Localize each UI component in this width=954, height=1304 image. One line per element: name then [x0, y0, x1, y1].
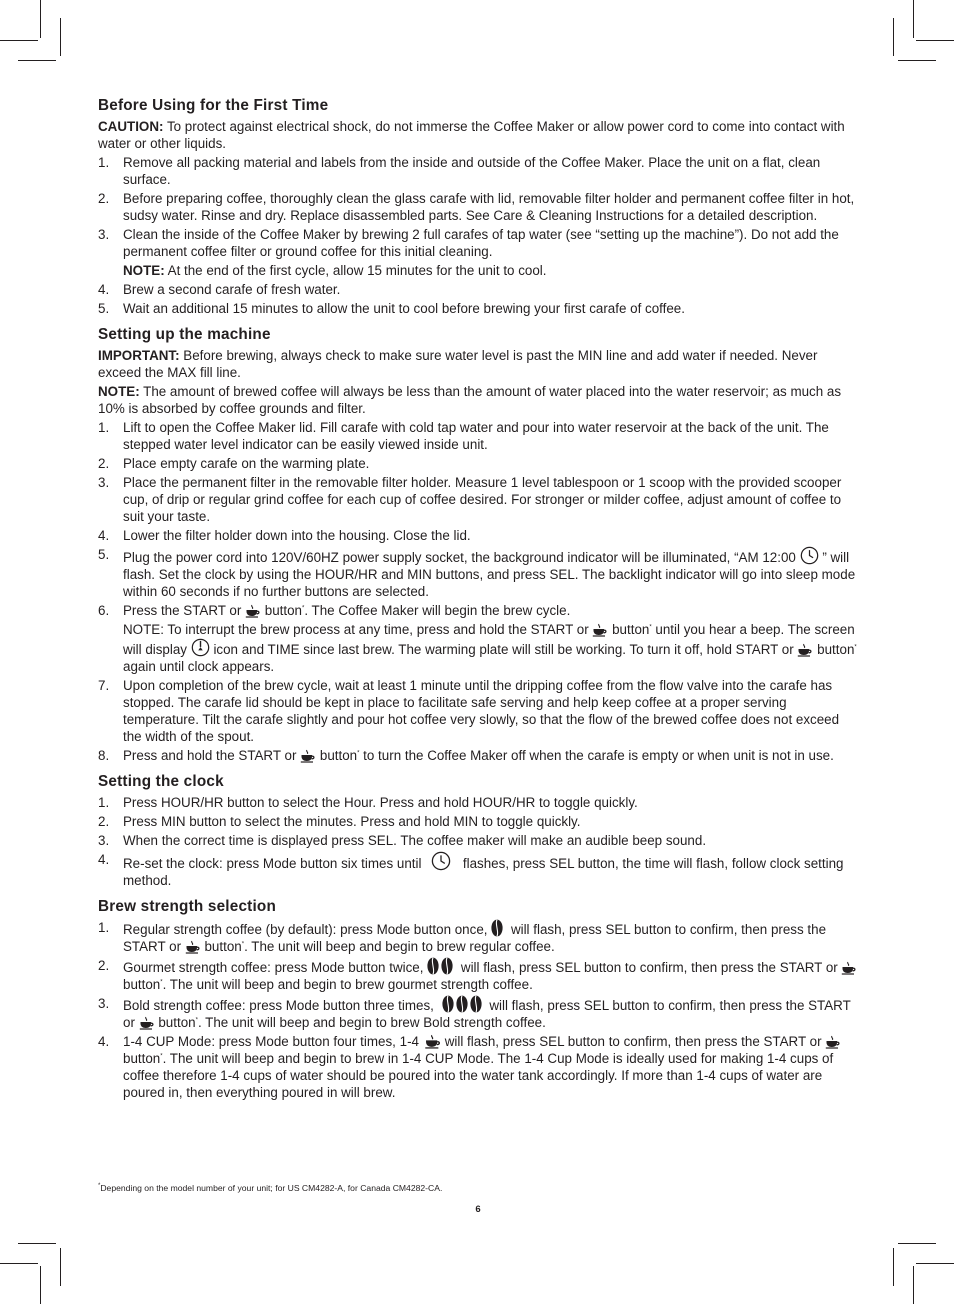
list-item: 8. Press and hold the START or button* to turn the Coffee Maker off when the carafe is empty or when unit is not in use. [98, 748, 834, 763]
list-item: 1. Remove all packing material and labels from the inside and outside of the Coffee Maker. Place the unit on a flat, clean surface. [98, 155, 821, 187]
crop-mark [60, 18, 61, 56]
caution-paragraph [98, 118, 858, 152]
list-item: 5. Plug the power cord into 120V/60HZ power supply socket, the background indicator will be illuminated, “AM 12:00 ” will flash. Set the clock by using the HOUR/HR and MIN buttons, and press SEL. The backlight indicator will go into sleep mode within 60 seconds if no further buttons are selected. [98, 547, 856, 599]
cup-icon [423, 1034, 443, 1049]
crop-mark [898, 60, 936, 61]
page-content [98, 96, 858, 1103]
crop-mark [916, 1263, 954, 1264]
crop-mark [893, 18, 894, 56]
crop-mark [913, 0, 914, 38]
list-item: 7. Upon completion of the brew cycle, wait at least 1 minute until the dripping coffee from the flow valve into the carafe has stopped. The carafe lid should be kept in place to facilitate safe serving and help keep coffee at a proper serving temperature. Tilt the carafe slightly and pour hot coffee very slowly, so that the flow of the brewed coffee does not exceed the width of the spout. [98, 678, 840, 744]
list-item: 3. Clean the inside of the Coffee Maker by brewing 2 full carafes of tap water (see “setting up the machine”). Do not add the permanent coffee filter or ground coffee for this initial cleaning. [98, 227, 839, 259]
list-item: 1. Regular strength coffee (by default): press Mode button once, will flash, press SEL button to confirm, then press the START or button*. The unit will beep and begin to brew regular coffee. [98, 920, 827, 954]
crop-mark [913, 1266, 914, 1304]
crop-mark [898, 1243, 936, 1244]
coffee-bean-icon [470, 995, 482, 1013]
crop-mark [18, 60, 56, 61]
cup-icon [139, 1016, 155, 1030]
item-note: NOTE: To interrupt the brew process at any time, press and hold the START or button* until you hear a beep. The screen will display icon and TIME since last brew. The warming plate will still be working. To turn it off, hold START or button* again until clock appears. [123, 622, 857, 674]
list-item: 2. Before preparing coffee, thoroughly clean the glass carafe with lid, removable filter holder and permanent coffee filter in hot, sudsy water. Rinse and dry. Replace disassembled parts. See Care & Cleaning Instructions for a detailed description. [98, 191, 855, 223]
crop-mark [916, 40, 954, 41]
item-note: NOTE: At the end of the first cycle, allow 15 minutes for the unit to cool. [123, 263, 547, 278]
list-item: 2. Gourmet strength coffee: press Mode button twice, will flash, press SEL button to confirm, then press the START or button*. The unit will beep and begin to brew gourmet strength coffee. [98, 957, 858, 993]
crop-mark [0, 40, 38, 41]
setup-list [98, 419, 858, 619]
list-item: 1. Lift to open the Coffee Maker lid. Fill carafe with cold tap water and pour into water reservoir at the back of the unit. The stepped water level indicator can be easily viewed inside unit. [98, 420, 829, 452]
cup-icon [825, 1035, 841, 1049]
coffee-bean-icon [427, 957, 439, 975]
list-item: 3. When the correct time is displayed press SEL. The coffee maker will make an audible beep sound. [98, 833, 707, 848]
crop-mark [40, 0, 41, 38]
section-heading: Setting the clock [98, 773, 224, 790]
clock-icon [431, 851, 451, 871]
footnote: *Depending on the model number of your unit; for US CM4282-A, for Canada CM4282-CA. [98, 1183, 443, 1193]
crop-mark [60, 1248, 61, 1286]
hourglass-clock-icon [191, 638, 210, 657]
cup-icon [300, 749, 316, 763]
list-item: 2. Place empty carafe on the warming plate. [98, 456, 370, 471]
section-heading: Setting up the machine [98, 326, 271, 343]
first-time-list [98, 154, 858, 260]
cup-icon [841, 961, 857, 975]
crop-mark [18, 1243, 56, 1244]
list-item: 4. Re-set the clock: press Mode button six times until flashes, press SEL button, the time will flash, follow clock setting method. [98, 852, 844, 888]
coffee-bean-icon [441, 957, 453, 975]
coffee-bean-icon [491, 919, 503, 937]
list-item: 3. Place the permanent filter in the removable filter holder. Measure 1 level tablespoon or 1 scoop with the provided scooper cup, of drip or regular grind coffee for each cup of coffee desired. For stronger or milder coffee, adjust amount of coffee to suit your taste. [98, 475, 842, 524]
clock-list [98, 794, 858, 889]
page-number: 6 [475, 1204, 481, 1215]
cup-icon [245, 604, 261, 618]
caution-text: To protect against electrical shock, do not immerse the Coffee Maker or allow power cord to come into contact with water or other liquids. [98, 119, 845, 151]
note-paragraph: NOTE: The amount of brewed coffee will always be less than the amount of water placed into the water reservoir; as much as 10% is absorbed by coffee grounds and filter. [98, 384, 842, 416]
section-heading: Brew strength selection [98, 898, 277, 915]
list-item: 4. 1-4 CUP Mode: press Mode button four times, 1-4 will flash, press SEL button to confirm, then press the START or button*. The unit will beep and begin to brew in 1-4 CUP Mode. The 1-4 Cup Mode is ideally used for making 1-4 cups of coffee therefore 1-4 cups of water should be poured into the water tank accordingly. If more than 1-4 cups of water are poured in, then everything poured in will brew. [98, 1033, 858, 1101]
list-item: 1. Press HOUR/HR button to select the Hour. Press and hold HOUR/HR to toggle quickly. [98, 795, 638, 810]
list-item: 3. Bold strength coffee: press Mode button three times, will flash, press SEL button to confirm, then press the START or button*. The unit will beep and begin to brew Bold strength coffee. [98, 996, 851, 1030]
coffee-bean-icon [442, 995, 454, 1013]
setup-list-cont [98, 677, 858, 764]
list-item: 5. Wait an additional 15 minutes to allow the unit to cool before brewing your first carafe of coffee. [98, 301, 685, 316]
strength-list [98, 919, 858, 1101]
cup-icon [185, 940, 201, 954]
coffee-bean-icon [456, 995, 468, 1013]
crop-mark [893, 1248, 894, 1286]
section-heading: Before Using for the First Time [98, 97, 329, 114]
clock-icon [800, 546, 819, 565]
list-item: 2. Press MIN button to select the minutes. Press and hold MIN to toggle quickly. [98, 814, 581, 829]
caution-label: CAUTION: [98, 119, 164, 134]
crop-mark [40, 1266, 41, 1304]
cup-icon [797, 643, 813, 657]
list-item: 4. Brew a second carafe of fresh water. [98, 282, 341, 297]
cup-icon [592, 623, 608, 637]
list-item: 6. Press the START or button*. The Coffee Maker will begin the brew cycle. [98, 603, 571, 618]
crop-mark [0, 1263, 38, 1264]
important-paragraph: IMPORTANT: Before brewing, always check to make sure water level is past the MIN line and add water if needed. Never exceed the MAX fill line. [98, 348, 818, 380]
first-time-list-cont [98, 281, 858, 317]
list-item: 4. Lower the filter holder down into the housing. Close the lid. [98, 528, 471, 543]
